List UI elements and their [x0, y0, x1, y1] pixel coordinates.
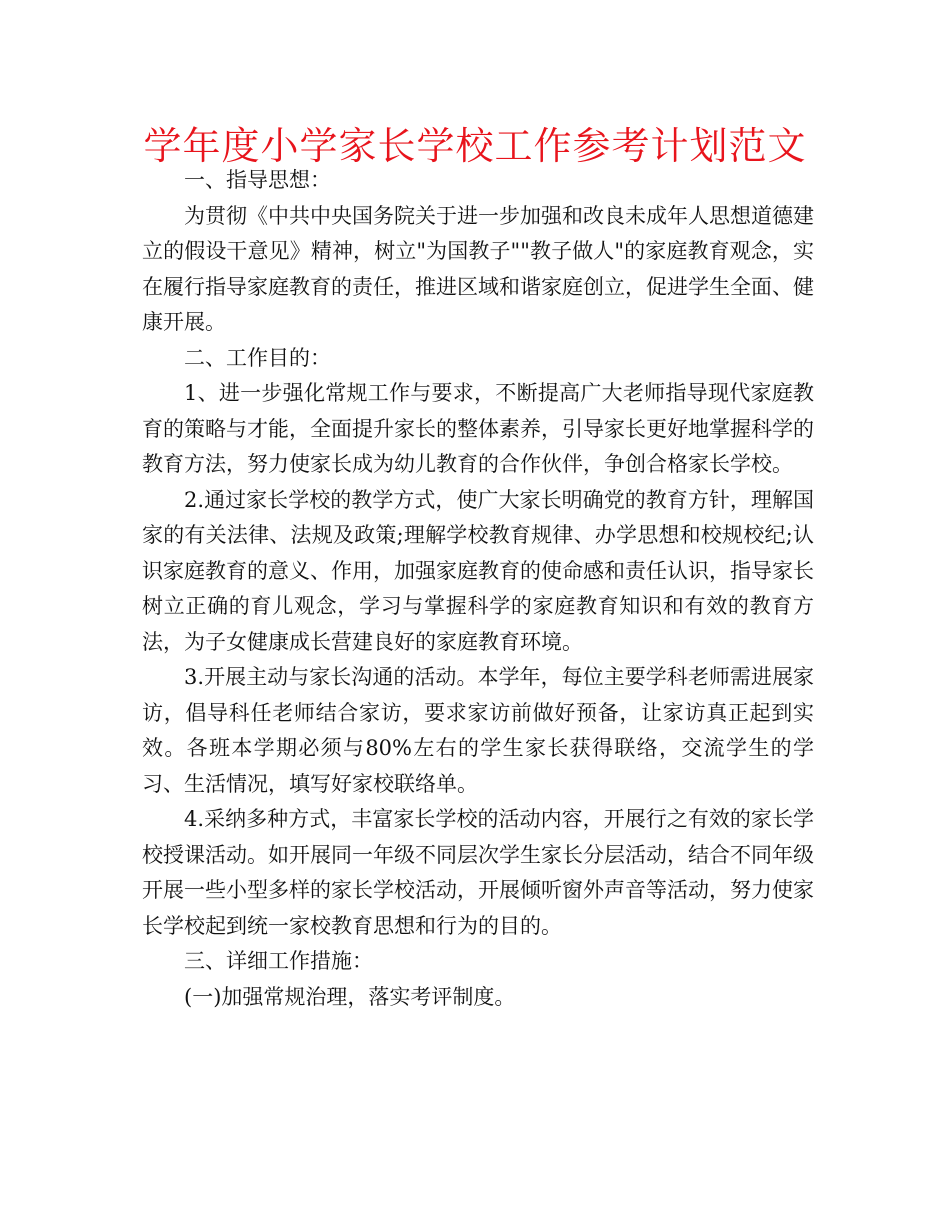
subheading-routine-management: (一)加强常规治理，落实考评制度。	[184, 984, 516, 1009]
paragraph-goal-4: 4.采纳多种方式，丰富家长学校的活动内容，开展行之有效的家长学校授课活动。如开展同一年级不同层次学生家长分层活动，结合不同年级开展一些小型多样的家长学校活动，开展倾听窗外声音等活动，努力使家长学校起到统一家校教育思想和行为的目的。	[142, 807, 814, 938]
heading-work-measures: 三、详细工作措施：	[184, 949, 373, 973]
document-body	[142, 163, 814, 1015]
paragraph-guiding-thought: 为贯彻《中共中央国务院关于进一步加强和改良未成年人思想道德建立的假设干意见》精神，树立"为国教子""教子做人"的家庭教育观念，实在履行指导家庭教育的责任，推进区域和谐家庭创立，促进学生全面、健康开展。	[142, 203, 814, 334]
heading-guiding-thought: 一、指导思想：	[184, 168, 331, 192]
paragraph-goal-3: 3.开展主动与家长沟通的活动。本学年，每位主要学科老师需进展家访，倡导科任老师结合家访，要求家访前做好预备，让家访真正起到实效。各班本学期必须与80%左右的学生家长获得联络，交流学生的学习、生活情况，填写好家校联络单。	[142, 665, 814, 796]
paragraph-goal-2: 2.通过家长学校的教学方式，使广大家长明确党的教育方针，理解国家的有关法律、法规及政策;理解学校教育规律、办学思想和校规校纪;认识家庭教育的意义、作用，加强家庭教育的使命感和责任认识，指导家长树立正确的育儿观念，学习与掌握科学的家庭教育知识和有效的教育方法，为子女健康成长营建良好的家庭教育环境。	[142, 487, 814, 654]
heading-work-goals: 二、工作目的：	[184, 345, 331, 370]
document-title: 学年度小学家长学校工作参考计划范文	[143, 124, 807, 168]
paragraph-goal-1: 1、进一步强化常规工作与要求，不断提高广大老师指导现代家庭教育的策略与才能，全面提升家长的整体素养，引导家长更好地掌握科学的教育方法，努力使家长成为幼儿教育的合作伙伴，争创合格家长学校。	[142, 381, 814, 476]
